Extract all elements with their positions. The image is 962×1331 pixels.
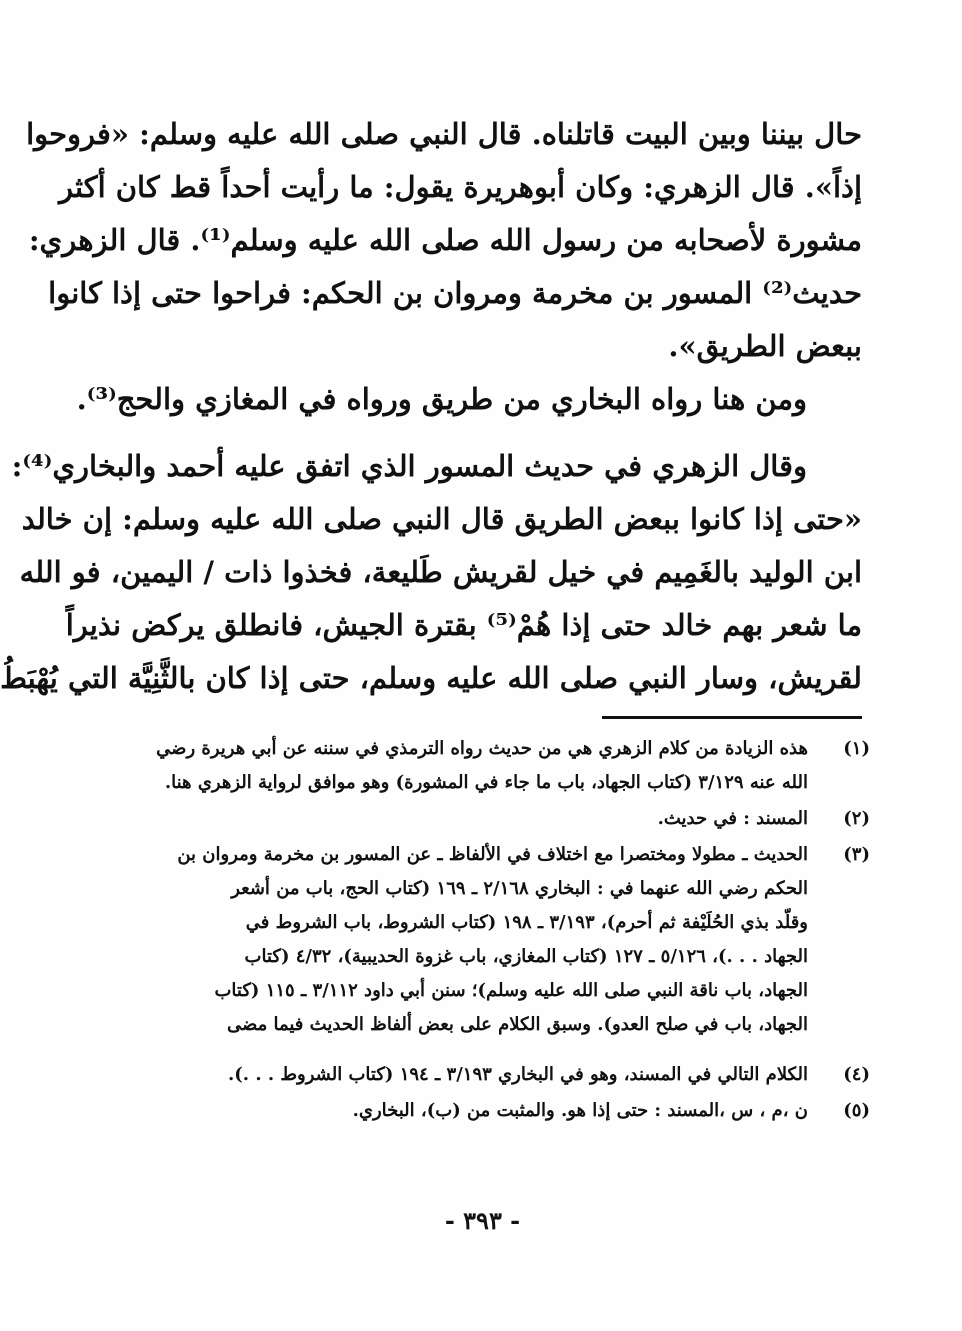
text-line: ما شعر بهم خالد حتى إذا هُمْ⁽⁵⁾ بقترة الجيش، فانطلق يركض نذيراً bbox=[65, 608, 862, 642]
footnote-text bbox=[93, 732, 808, 800]
footnote-line: الكلام التالي في المسند، وهو في البخاري ٣/١٩٣ ـ ١٩٤ (كتاب الشروط . . .). bbox=[228, 1064, 808, 1085]
footnote-text bbox=[93, 1094, 808, 1128]
footnote-4 bbox=[93, 1058, 870, 1092]
footnote-number: (١) bbox=[843, 738, 870, 759]
text-line: مشورة لأصحابه من رسول الله صلى الله عليه وسلم⁽¹⁾. قال الزهري: bbox=[28, 223, 862, 257]
footnote-2 bbox=[93, 802, 870, 836]
footnote-line: الله عنه ٣/١٢٩ (كتاب الجهاد، باب ما جاء في المشورة) وهو موافق لرواية الزهري هنا. bbox=[164, 772, 808, 793]
paragraph-1 bbox=[26, 108, 862, 373]
footnote-line: وقلّد بذي الحُلَيْفة ثم أحرم)، ٣/١٩٣ ـ ١٩٨ (كتاب الشروط، باب الشروط في bbox=[245, 912, 808, 933]
footnote-text bbox=[93, 838, 808, 1042]
footnote-line: الجهاد . . .)، ٥/١٢٦ ـ ١٢٧ (كتاب المغازي، باب غزوة الحديبية)، ٤/٣٢ (كتاب bbox=[244, 946, 808, 967]
footnote-separator bbox=[602, 716, 862, 719]
footnote-5 bbox=[93, 1094, 870, 1128]
footnote-number: (٢) bbox=[843, 808, 870, 829]
footnote-line: الجهاد، باب في صلح العدو). وسبق الكلام على بعض ألفاظ الحديث فيما مضى bbox=[226, 1014, 808, 1035]
main-text bbox=[0, 108, 862, 705]
text-line: لقريش، وسار النبي صلى الله عليه وسلم، حتى إذا كان بالثَّنِيَّة التي يُهْبَطُ bbox=[0, 661, 862, 695]
text-line: وقال الزهري في حديث المسور الذي اتفق عليه أحمد والبخاري⁽⁴⁾: bbox=[11, 449, 807, 483]
text-line: «حتى إذا كانوا ببعض الطريق قال النبي صلى الله عليه وسلم: إن خالد bbox=[21, 502, 862, 536]
text-line: ابن الوليد بالغَمِيم في خيل لقريش طَليعة، فخذوا ذات / اليمين، فو الله bbox=[19, 555, 862, 589]
footnote-1 bbox=[93, 732, 870, 800]
text-line: ببعض الطريق». bbox=[668, 329, 862, 363]
page-number: - ٣٩٣ - bbox=[444, 1206, 521, 1235]
footnote-line: ن ،م ، س ،المسند : حتى إذا هو. والمثبت من (ب)، البخاري. bbox=[352, 1100, 808, 1121]
footnote-text bbox=[93, 1058, 808, 1092]
footnote-line: الجهاد، باب ناقة النبي صلى الله عليه وسلم)؛ سنن أبي داود ٣/١١٢ ـ ١١٥ (كتاب bbox=[214, 980, 808, 1001]
paragraph-spacer bbox=[103, 426, 862, 440]
footnote-number: (٣) bbox=[843, 844, 870, 865]
text-line: حال بيننا وبين البيت قاتلناه. قال النبي صلى الله عليه وسلم: «فروحوا bbox=[26, 117, 862, 151]
text-line: إذاً». قال الزهري: وكان أبوهريرة يقول: ما رأيت أحداً قط كان أكثر bbox=[59, 170, 862, 204]
footnote-number: (٥) bbox=[843, 1100, 870, 1121]
text-line: ومن هنا رواه البخاري من طريق ورواه في المغازي والحج⁽³⁾. bbox=[76, 382, 807, 416]
footnote-line: هذه الزيادة من كلام الزهري هي من حديث رواه الترمذي في سننه عن أبي هريرة رضي bbox=[156, 738, 808, 759]
footnote-line: الحكم رضي الله عنهما في : البخاري ٢/١٦٨ ـ ١٦٩ (كتاب الحج، باب من أشعر bbox=[231, 878, 808, 899]
footnote-line: المسند : في حديث. bbox=[657, 808, 808, 829]
text-line: حديث⁽²⁾ المسور بن مخرمة ومروان بن الحكم: فراحوا حتى إذا كانوا bbox=[48, 276, 862, 310]
footnote-line: الحديث ـ مطولا ومختصرا مع اختلاف في الألفاظ ـ عن المسور بن مخرمة ومروان بن bbox=[177, 844, 808, 865]
footnotes bbox=[93, 732, 870, 1128]
paragraph-3 bbox=[0, 440, 862, 705]
footnote-text bbox=[93, 802, 808, 836]
paragraph-2 bbox=[76, 373, 862, 426]
footnote-3 bbox=[93, 838, 870, 1042]
footnote-number: (٤) bbox=[843, 1064, 870, 1085]
